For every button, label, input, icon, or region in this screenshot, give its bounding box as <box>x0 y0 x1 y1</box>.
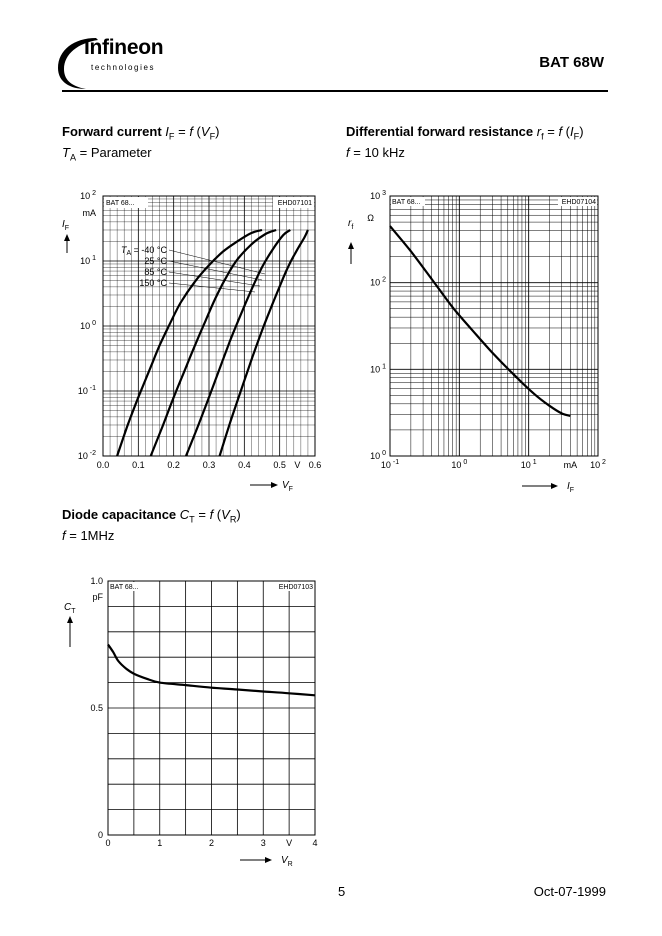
x-axis-arrow-icon <box>551 483 558 489</box>
chart3-title-eq: = <box>194 507 210 522</box>
x-tick-label: 0.6 <box>308 460 322 470</box>
chart2-title-sub1: f <box>541 131 544 142</box>
chart2-title-text: Differential forward resistance <box>346 124 537 139</box>
chart3-title-var2: V <box>221 507 230 522</box>
chart3-title <box>62 507 241 525</box>
chart1-subtitle-rest: = Parameter <box>76 145 152 160</box>
chart3-title-close: ) <box>236 507 241 522</box>
chart3-title-sub1: T <box>189 514 195 525</box>
x-tick-label: 0.4 <box>238 460 251 470</box>
chart2-title-eq: = <box>543 124 559 139</box>
x-unit-label: mA <box>563 460 578 470</box>
chart2-subtitle <box>346 145 405 160</box>
x-axis-label: $V_R$ <box>281 855 293 868</box>
y-tick-label: 0 <box>97 830 103 840</box>
chart2-title-var2: I <box>570 124 574 139</box>
chart2-title-f: f <box>558 124 563 139</box>
differential-resistance-chart <box>330 180 662 500</box>
x-tick-label: 4 <box>312 838 318 848</box>
x-tick-label: 10 $^{-1}$ <box>380 459 400 470</box>
chart3-title-text: Diode capacitance <box>62 507 180 522</box>
chart2-title-var1: r <box>536 124 542 139</box>
chart2-title-close: ) <box>579 124 584 139</box>
chart3-title-sub2: R <box>229 514 237 525</box>
chart1-title-open: ( <box>192 124 201 139</box>
chart1-title-text: Forward current <box>62 124 166 139</box>
chart2-title-sub2: F <box>573 131 580 142</box>
y-tick-label: 10 $^2$ <box>370 276 386 288</box>
chart1-title-sub1: F <box>168 131 175 142</box>
chart1-subtitle-var: T <box>62 145 70 160</box>
chart2-subtitle-var: f <box>346 145 350 160</box>
chart1-title-close: ) <box>215 124 220 139</box>
x-axis-arrow-icon <box>271 482 278 488</box>
x-tick-label: 10 $^1$ <box>520 459 537 470</box>
y-tick-label: 1.0 <box>90 576 103 586</box>
logo-subtext: technologies <box>91 63 156 72</box>
chart-id-left: BAT 68... <box>392 199 421 206</box>
diode-capacitance-chart <box>0 565 330 875</box>
chart1-title-sub2: F <box>209 131 216 142</box>
chart2-subtitle-rest: = 10 kHz <box>349 145 405 160</box>
y-axis-label: $I_F$ <box>62 219 70 232</box>
legend-entry: 85 °C <box>144 267 167 277</box>
chart-id-right: EHD07103 <box>278 584 313 591</box>
legend-leader-line <box>169 283 255 292</box>
x-tick-label: 1 <box>157 838 163 848</box>
forward-current-chart <box>0 180 330 500</box>
y-tick-label: 10 $^{-1}$ <box>77 385 96 396</box>
y-axis-label: $r_f$ <box>348 218 354 231</box>
y-axis-arrow-icon <box>348 242 354 249</box>
chart1-subtitle <box>62 145 152 163</box>
chart3-subtitle-var: f <box>62 528 66 543</box>
x-axis-arrow-icon <box>265 857 272 863</box>
y-tick-label: 10 $^0$ <box>370 450 386 461</box>
chart-id-right: EHD07104 <box>561 199 596 206</box>
x-tick-label: 0 <box>105 838 111 848</box>
x-tick-label: 3 <box>260 838 266 848</box>
x-tick-label: 10 $^0$ <box>451 459 468 470</box>
x-tick-label: 0.1 <box>132 460 145 470</box>
x-tick-label: 0.2 <box>167 460 180 470</box>
chart3-subtitle <box>62 528 114 543</box>
part-number: BAT 68W <box>539 54 604 71</box>
chart1-title-var1: I <box>165 124 169 139</box>
x-tick-label: 2 <box>208 838 215 848</box>
logo-text: Infineon <box>84 36 164 59</box>
chart2-title <box>346 124 584 142</box>
x-tick-label: 0.3 <box>202 460 216 470</box>
y-axis-arrow-icon <box>64 234 70 241</box>
legend-leader-line <box>169 272 260 286</box>
y-tick-label: 10 $^0$ <box>80 320 96 331</box>
chart3-subtitle-rest: = 1MHz <box>65 528 115 543</box>
chart1-title-f: f <box>189 124 193 139</box>
legend-entry: 150 °C <box>139 278 167 288</box>
y-tick-label: 10 $^1$ <box>80 255 96 266</box>
chart1-title <box>62 124 219 142</box>
x-tick-label: 0.5 <box>273 460 286 470</box>
chart3-title-open: ( <box>213 507 222 522</box>
x-tick-label: 0.0 <box>96 460 110 470</box>
chart-id-right: EHD07101 <box>277 200 312 207</box>
chart2-title-open: ( <box>562 124 571 139</box>
chart3-title-f: f <box>209 507 214 522</box>
footer-date: Oct-07-1999 <box>533 884 606 899</box>
chart1-title-eq: = <box>174 124 190 139</box>
y-tick-label: 10 $^1$ <box>370 363 386 375</box>
x-unit-label: V <box>294 460 301 470</box>
legend-entry: $T_A = -40$ °C <box>120 245 167 257</box>
chart1-title-var2: V <box>200 124 210 139</box>
y-tick-label: 10 $^{-2}$ <box>77 450 96 461</box>
chart-id-left: BAT 68... <box>110 584 139 591</box>
y-tick-label: 0.5 <box>90 703 103 713</box>
chart1-subtitle-sub: A <box>69 152 77 163</box>
legend-leader-line <box>169 250 265 274</box>
chart-id-left: BAT 68... <box>106 200 135 207</box>
y-unit-label: Ω <box>367 213 374 223</box>
x-axis-label: $V_F$ <box>282 480 293 493</box>
legend-entry: 25 °C <box>144 256 167 266</box>
y-tick-label: 10 $^3$ <box>370 190 386 201</box>
infineon-logo <box>56 32 176 90</box>
chart3-title-var1: C <box>179 507 190 522</box>
page-number: 5 <box>338 884 346 899</box>
header-rule <box>62 90 608 92</box>
x-unit-label: V <box>286 838 293 848</box>
y-unit-label: pF <box>92 592 103 602</box>
x-axis-label: $I_F$ <box>567 481 575 494</box>
y-axis-arrow-icon <box>67 616 73 623</box>
y-axis-label: $C_T$ <box>64 602 76 615</box>
plot-frame <box>390 196 598 456</box>
x-tick-label: 10 $^2$ <box>590 459 606 470</box>
y-unit-label: mA <box>82 208 96 218</box>
y-tick-label: 10 $^2$ <box>80 190 96 201</box>
